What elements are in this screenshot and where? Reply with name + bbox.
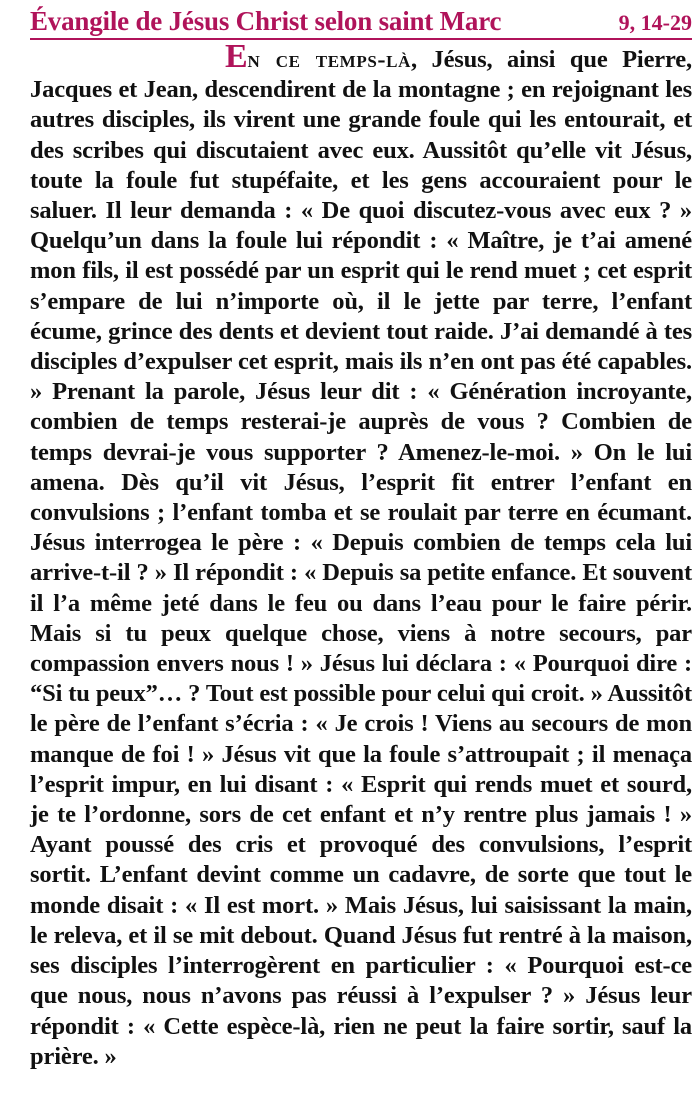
opening-words: n ce temps-là xyxy=(247,46,411,73)
gospel-passage xyxy=(30,38,692,1072)
drop-cap: E xyxy=(225,38,248,75)
header xyxy=(30,6,692,40)
page-title: Évangile de Jésus Christ selon saint Marc xyxy=(30,6,502,36)
page xyxy=(30,6,692,1096)
passage-text: , Jésus, ainsi que Pierre, Jacques et Jean, descendirent de la montagne ; en rejoignant les autres disciples, ils virent une grande foule qui les entourait, et des scribes qui discutaient avec eux. Aussitôt qu’elle vit Jésus, toute la foule fut stupéfaite, et les gens accouraient pour le saluer. Il leur demanda : « De quoi discutez-vous avec eux ? » Quelqu’un dans la foule lui répondit : « Maître, je t’ai amené mon fils, il est possédé par un esprit qui le rend muet ; cet esprit s’empare de lui n’importe où, il le jette par terre, l’enfant écume, grince des dents et devient tout raide. J’ai demandé à tes disciples d’expulser cet esprit, mais ils n’en ont pas été capables. » Prenant la parole, Jésus leur dit : « Génération incroyante, combien de temps resterai-je auprès de vous ? Combien de temps devrai-je vous supporter ? Amenez-le-moi. » On le lui amena. Dès qu’il vit Jésus, l’esprit fit entrer l’enfant en convulsions ; l’enfant tomba et se roulait par terre en écumant. Jésus interrogea le père : « Depuis combien de temps cela lui arrive-t-il ? » Il répondit : « Depuis sa petite enfance. Et souvent il l’a même jeté dans le feu ou dans l’eau pour le faire périr. Mais si tu peux quelque chose, viens à notre secours, par compassion envers nous ! » Jésus lui déclara : « Pourquoi dire : “Si tu peux”… ? Tout est possible pour celui qui croit. » Aussitôt le père de l’enfant s’écria : « Je crois ! Viens au secours de mon manque de foi ! » Jésus vit que la foule s’attroupait ; il menaça l’esprit impur, en lui disant : « Esprit qui rends muet et sourd, je te l’ordonne, sors de cet enfant et n’y rentre plus jamais ! » Ayant poussé des cris et provoqué des convulsions, l’esprit sortit. L’enfant devint comme un cadavre, de sorte que tout le monde disait : « Il est mort. » Mais Jésus, lui saisissant la main, le releva, et il se mit debout. Quand Jésus fut rentré à la maison, ses disciples l’interrogèrent en particulier : « Pourquoi est-ce que nous, nous n’avons pas réussi à l’expulser ? » Jésus leur répondit : « Cette espèce-là, rien ne peut la faire sortir, sauf la prière. » xyxy=(30,46,692,1070)
verse-reference: 9, 14-29 xyxy=(618,10,692,35)
